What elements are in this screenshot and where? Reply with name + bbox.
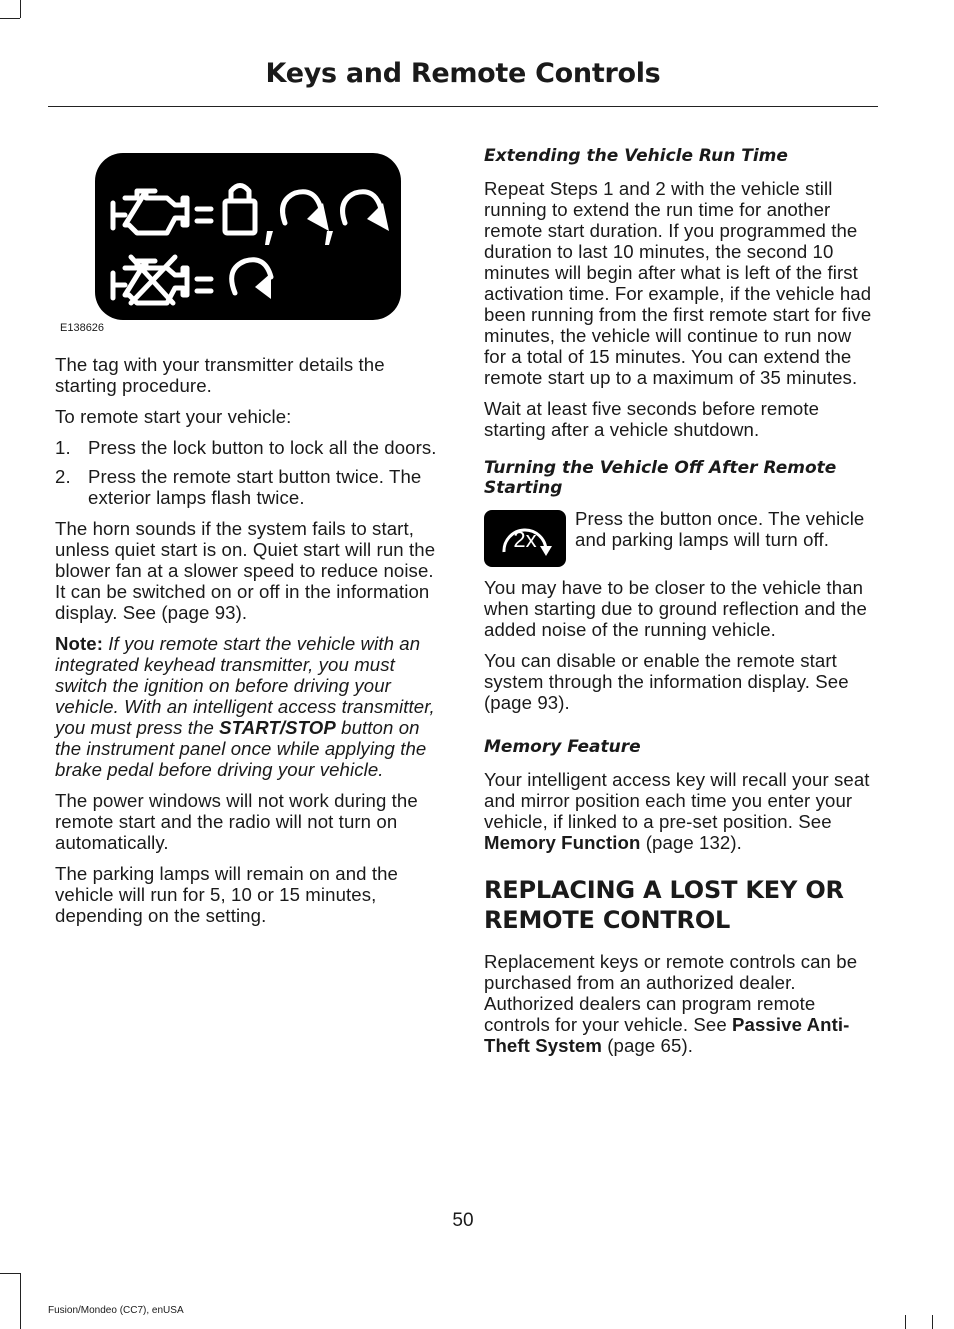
subheading: Turning the Vehicle Off After Remote Starting bbox=[484, 458, 837, 498]
step-number: 2. bbox=[55, 466, 71, 487]
paragraph: The parking lamps will remain on and the vehicle will run for 5, 10 or 15 minutes, depending on the setting. bbox=[55, 863, 398, 926]
step-number: 1. bbox=[55, 437, 71, 458]
paragraph bbox=[484, 951, 876, 1056]
step-text: Press the remote start button twice. The exterior lamps flash twice. bbox=[88, 466, 422, 508]
paragraph: The tag with your transmitter details the starting procedure. bbox=[55, 354, 385, 396]
note bbox=[55, 633, 445, 780]
paragraph: Press the button once. The vehicle and parking lamps will turn off. bbox=[575, 508, 865, 550]
cross-reference-link[interactable]: Memory Function bbox=[484, 832, 641, 853]
crop-mark bbox=[0, 1273, 20, 1274]
step-list bbox=[55, 437, 445, 508]
paragraph: You can disable or enable the remote start system through the information display. See (page 93). bbox=[484, 650, 849, 713]
paragraph: Repeat Steps 1 and 2 with the vehicle still running to extend the run time for another remote start duration. If you programmed the duration to last 10 minutes, the second 10 minutes will begin after what is left of the first activation time. For example, if the vehicle had been running from the first remote start for five minutes, the vehicle will continue to run now for a total of 15 minutes. You can extend the remote start up to a maximum of 35 minutes. bbox=[484, 178, 872, 388]
list-item bbox=[55, 437, 445, 458]
icon-label: 2x bbox=[513, 527, 537, 552]
note-label: Note: bbox=[55, 633, 104, 654]
rotate-arrow-icon bbox=[484, 510, 566, 567]
remote-start-indicator-illustration bbox=[95, 153, 401, 320]
press-twice-row bbox=[484, 508, 876, 567]
paragraph: The horn sounds if the system fails to start, unless quiet start is on. Quiet start will run the blower fan at a slower speed to reduce noise. It can be switched on or off in the information display. See (page 93). bbox=[55, 518, 436, 623]
crop-mark bbox=[20, 0, 21, 18]
figure-code: E138626 bbox=[60, 322, 105, 334]
cross-reference-link[interactable]: Passive Anti-Theft System bbox=[484, 1014, 850, 1056]
page-number: 50 bbox=[452, 1210, 474, 1231]
crop-mark bbox=[20, 1273, 21, 1329]
subheading: Memory Feature bbox=[484, 737, 641, 757]
paragraph-text: Replacement keys or remote controls can be purchased from an authorized dealer. Authorized dealers can program remote controls for your vehicle. See bbox=[484, 951, 858, 1035]
engine-lock-icon bbox=[95, 153, 401, 320]
remote-start-figure bbox=[55, 140, 445, 340]
page-header bbox=[48, 58, 878, 89]
note-text: button on the instrument panel once while applying the brake pedal before driving your vehicle. bbox=[55, 717, 427, 780]
note-text: If you remote start the vehicle with an integrated keyhead transmitter, you must switch the ignition on before driving your vehicle. With an intelligent access transmitter, you must press the bbox=[55, 633, 435, 738]
note-bold-term: START/STOP bbox=[219, 717, 336, 738]
header-divider bbox=[48, 106, 878, 107]
left-column bbox=[55, 140, 445, 936]
section-heading: REPLACING A LOST KEY OR REMOTE CONTROL bbox=[484, 876, 844, 934]
right-column bbox=[484, 140, 876, 1066]
step-text: Press the lock button to lock all the doors. bbox=[88, 437, 437, 458]
paragraph: The power windows will not work during the remote start and the radio will not turn on automatically. bbox=[55, 790, 418, 853]
crop-mark bbox=[905, 1315, 906, 1329]
paragraph: Wait at least five seconds before remote starting after a vehicle shutdown. bbox=[484, 398, 820, 440]
page-title: Keys and Remote Controls bbox=[265, 58, 661, 89]
paragraph-text: (page 132). bbox=[640, 832, 742, 853]
press-2x-icon bbox=[484, 510, 566, 567]
paragraph bbox=[484, 769, 876, 853]
paragraph-text: Your intelligent access key will recall your seat and mirror position each time you enter your vehicle, if linked to a pre-set position. See bbox=[484, 769, 870, 832]
crop-mark bbox=[932, 1315, 933, 1329]
paragraph-text: (page 65). bbox=[601, 1035, 693, 1056]
crop-mark bbox=[0, 18, 20, 19]
footer-doc-id: Fusion/Mondeo (CC7), enUSA bbox=[48, 1305, 184, 1316]
subheading: Extending the Vehicle Run Time bbox=[484, 146, 788, 166]
list-item bbox=[55, 466, 445, 508]
paragraph: To remote start your vehicle: bbox=[55, 406, 292, 427]
paragraph: You may have to be closer to the vehicle than when starting due to ground reflection and the added noise of the running vehicle. bbox=[484, 577, 867, 640]
